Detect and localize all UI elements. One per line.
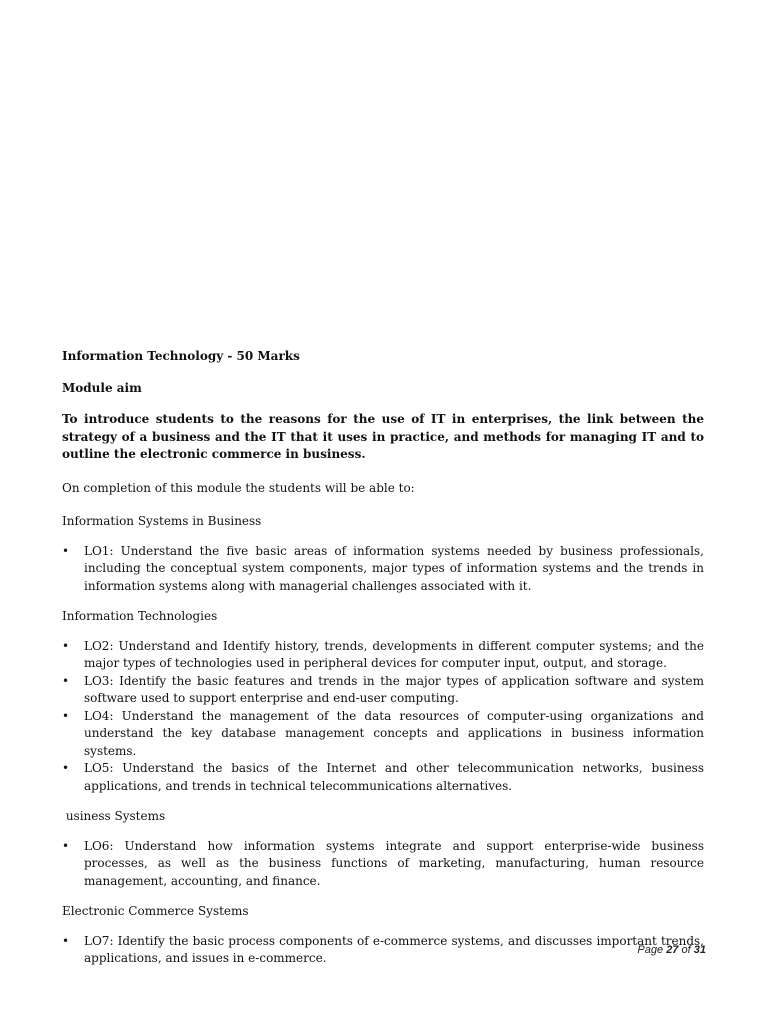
list-item: [62, 933, 704, 968]
page-of-label: of: [681, 944, 691, 956]
module-aim-label: Module aim: [62, 380, 142, 395]
learning-outcome-list: [62, 543, 704, 596]
document-title: Information Technology - 50 Marks: [62, 349, 300, 363]
learning-outcome-list: [62, 838, 704, 891]
bullet-icon: •: [62, 761, 70, 775]
intro-text: On completion of this module the students will be able to:: [62, 480, 415, 495]
list-item: [62, 708, 704, 761]
section-electronic-commerce: [62, 903, 704, 968]
learning-outcome-list: [62, 638, 704, 796]
section-title: Electronic Commerce Systems: [62, 904, 249, 918]
list-item-text: LO6: Understand how information systems integrate and support enterprise-wide business processes, as well as the business functions of marketing, manufacturing, human resource management, accounting, and finance.: [84, 838, 704, 888]
bullet-icon: •: [62, 708, 70, 723]
page-number: 27: [666, 944, 679, 956]
section-information-technologies: [62, 608, 704, 795]
list-item: [62, 673, 704, 708]
learning-outcome-list: [62, 933, 704, 968]
bullet-icon: •: [62, 673, 70, 688]
section-business-systems: [62, 808, 704, 890]
bullet-icon: •: [62, 638, 70, 653]
list-item: [62, 760, 704, 795]
section-title: Information Systems in Business: [62, 514, 262, 528]
document-body: [62, 348, 704, 981]
section-information-systems: [62, 513, 704, 595]
list-item: [62, 543, 704, 596]
list-item: [62, 638, 704, 673]
section-title: Information Technologies: [62, 609, 218, 623]
page-footer: [637, 944, 706, 956]
bullet-icon: •: [62, 933, 70, 948]
list-item-text: LO2: Understand and Identify history, trends, developments in different computer systems; and the major types of technologies used in peripheral devices for computer input, output, and storage.: [84, 638, 704, 670]
list-item-text: LO5: Understand the basics of the Internet and other telecommunication networks, business applications, and trends in technical telecommunications alternatives.: [84, 761, 704, 793]
list-item-text: LO4: Understand the management of the data resources of computer-using organizations and understand the key database management concepts and applications in business information systems.: [84, 708, 704, 758]
list-item: [62, 838, 704, 891]
page-total: 31: [693, 944, 706, 956]
bullet-icon: •: [62, 543, 70, 558]
bullet-icon: •: [62, 838, 70, 853]
module-aim-text: To introduce students to the reasons for the use of IT in enterprises, the link between the strategy of a business and the IT that it uses in practice, and methods for managing IT and to outline the electronic commerce in business.: [62, 412, 704, 461]
list-item-text: LO7: Identify the basic process components of e-commerce systems, and discusses important trends, applications, and issues in e-commerce.: [84, 933, 704, 965]
page-label: Page: [637, 944, 664, 956]
section-title: usiness Systems: [62, 809, 166, 823]
list-item-text: LO3: Identify the basic features and trends in the major types of application software and system software used to support enterprise and end-user computing.: [84, 673, 704, 705]
list-item-text: LO1: Understand the five basic areas of information systems needed by business professionals, including the conceptual system components, major types of information systems and the trends in information systems along with managerial challenges associated with it.: [84, 543, 704, 593]
